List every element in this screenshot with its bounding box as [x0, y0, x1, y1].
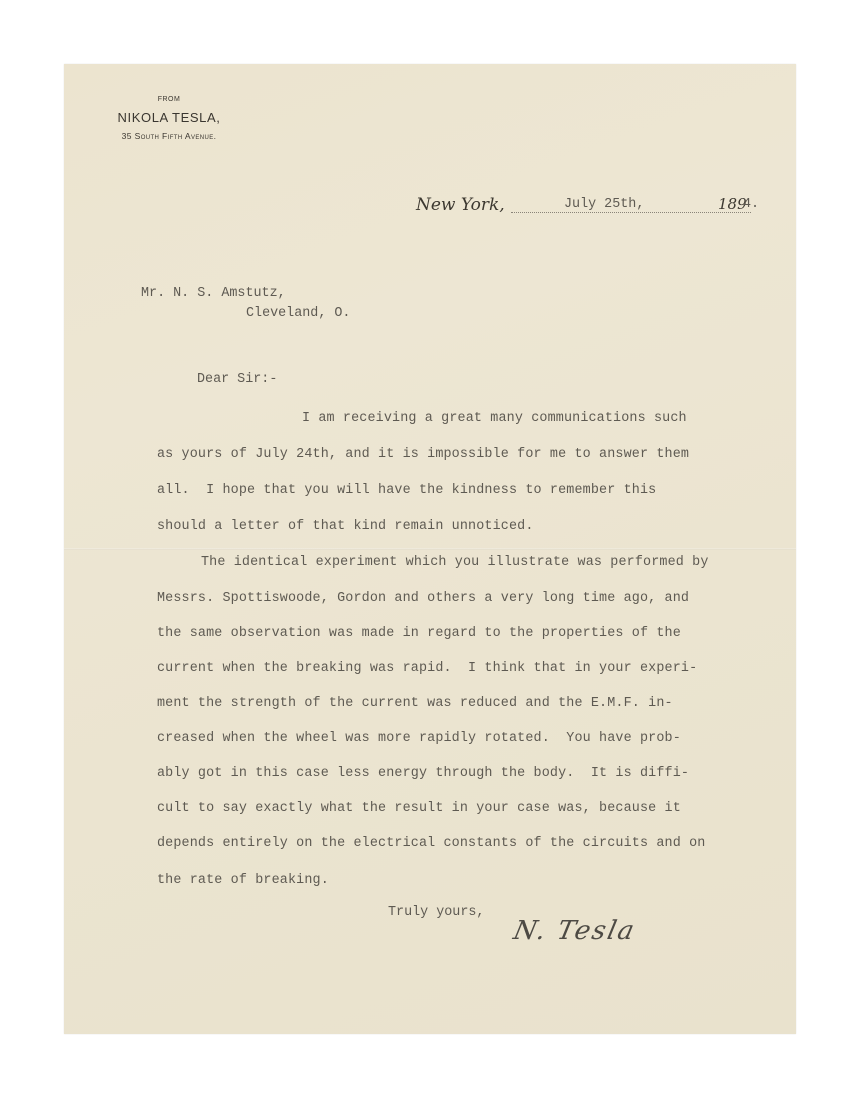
letterhead — [94, 96, 244, 141]
body-line: ably got in this case less energy through the body. It is diffi- — [157, 766, 690, 781]
dateline-year-printed: 189 — [718, 195, 747, 213]
letterhead-from: FROM — [157, 96, 181, 103]
body-line: ment the strength of the current was reduced and the E.M.F. in- — [157, 696, 673, 711]
body-line: all. I hope that you will have the kindness to remember this — [157, 483, 657, 498]
dateline-rule — [511, 212, 751, 213]
body-line: should a letter of that kind remain unnoticed. — [157, 519, 534, 534]
body-line: as yours of July 24th, and it is impossible for me to answer them — [157, 447, 690, 462]
letterhead-name: NIKOLA TESLA, — [117, 110, 221, 125]
body-line: current when the breaking was rapid. I think that in your experi- — [157, 661, 698, 676]
recipient-location: Cleveland, O. — [246, 306, 351, 321]
body-line: creased when the wheel was more rapidly rotated. You have prob- — [157, 731, 681, 746]
body-line: The identical experiment which you illustrate was performed by — [201, 555, 709, 570]
dateline-date: July 25th, — [564, 197, 645, 212]
letterhead-address: 35 South Fifth Avenue. — [121, 131, 217, 141]
signature — [510, 916, 724, 956]
body-line: the same observation was made in regard to the properties of the — [157, 626, 681, 641]
signature-text: N. Tesla — [510, 916, 639, 946]
body-line: Messrs. Spottiswoode, Gordon and others a very long time ago, and — [157, 591, 690, 606]
body-line: the rate of breaking. — [157, 873, 329, 888]
dateline-year-typed: 4. — [743, 197, 760, 212]
body-line: depends entirely on the electrical constants of the circuits and on — [157, 836, 706, 851]
letter-page — [64, 64, 796, 1034]
salutation: Dear Sir:- — [197, 372, 278, 387]
closing: Truly yours, — [388, 905, 485, 920]
paper-fold-crease — [64, 548, 796, 550]
dateline-city: New York, — [416, 195, 505, 215]
dateline — [416, 195, 786, 219]
body-line: cult to say exactly what the result in your case was, because it — [157, 801, 681, 816]
body-line: I am receiving a great many communications such — [302, 411, 687, 426]
recipient-name: Mr. N. S. Amstutz, — [141, 286, 286, 301]
